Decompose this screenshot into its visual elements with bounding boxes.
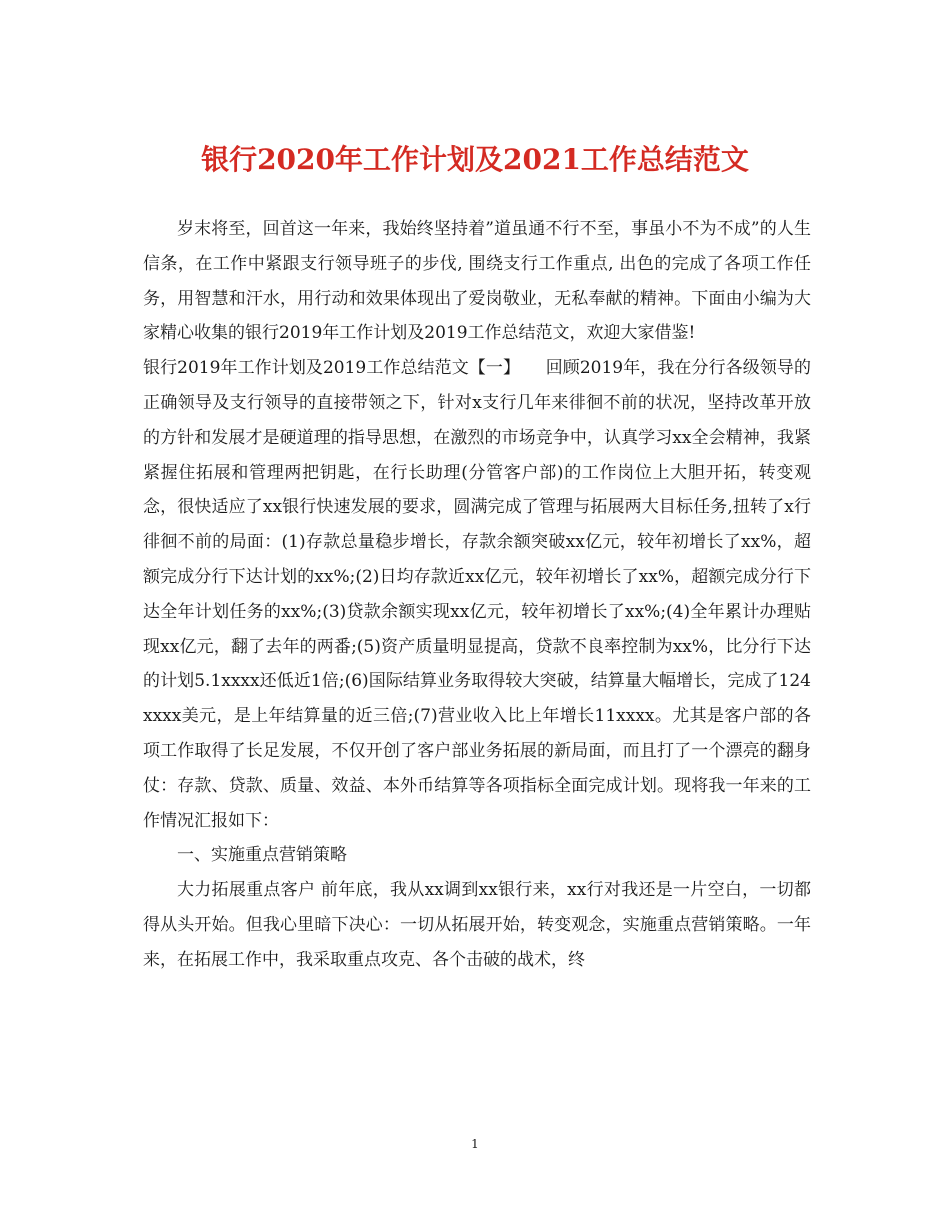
document-body bbox=[143, 212, 811, 978]
paragraph-intro: 岁末将至，回首这一年来，我始终坚持着”道虽通不行不至，事虽小不为不成”的人生信条，在工作中紧跟支行领导班子的步伐, 围绕支行工作重点, 出色的完成了各项工作任务，用智慧和汗水，用行动和效果体现出了爱岗敬业，无私奉献的精神。下面由小编为大家精心收集的银行2019年工作计划及2019工作总结范文，欢迎大家借鉴! bbox=[143, 219, 811, 344]
document-title: 银行2020年工作计划及2021工作总结范文 bbox=[201, 143, 749, 176]
paragraph-section-1: 大力拓展重点客户 前年底，我从xx调到xx银行来，xx行对我还是一片空白，一切都得从头开始。但我心里暗下决心：一切从拓展开始，转变观念，实施重点营销策略。一年来，在拓展工作中，我采取重点攻克、各个击破的战术，终 bbox=[143, 880, 811, 970]
page-number: 1 bbox=[471, 1137, 479, 1151]
paragraph-review: 银行2019年工作计划及2019工作总结范文【一】 回顾2019年，我在分行各级领导的正确领导及支行领导的直接带领之下，针对x支行几年来徘徊不前的状况，坚持改革开放的方针和发展才是硬道理的指导思想，在激烈的市场竞争中，认真学习xx全会精神，我紧紧握住拓展和管理两把钥匙，在行长助理(分管客户部)的工作岗位上大胆开拓，转变观念，很快适应了xx银行快速发展的要求，圆满完成了管理与拓展两大目标任务,扭转了x行徘徊不前的局面：(1)存款总量稳步增长，存款余额突破xx亿元，较年初增长了xx%，超额完成分行下达计划的xx%;(2)日均存款近xx亿元，较年初增长了xx%，超额完成分行下达全年计划任务的xx%;(3)贷款余额实现xx亿元，较年初增长了xx%;(4)全年累计办理贴现xx亿元，翻了去年的两番;(5)资产质量明显提高，贷款不良率控制为xx%，比分行下达的计划5.1xxxx还低近1倍;(6)国际结算业务取得较大突破，结算量大幅增长，完成了124xxxx美元，是上年结算量的近三倍;(7)营业收入比上年增长11xxxx。尤其是客户部的各项工作取得了长足发展，不仅开创了客户部业务拓展的新局面，而且打了一个漂亮的翻身仗：存款、贷款、质量、效益、本外币结算等各项指标全面完成计划。现将我一年来的工作情况汇报如下： bbox=[143, 358, 811, 831]
section-heading-1: 一、实施重点营销策略 bbox=[177, 845, 347, 866]
